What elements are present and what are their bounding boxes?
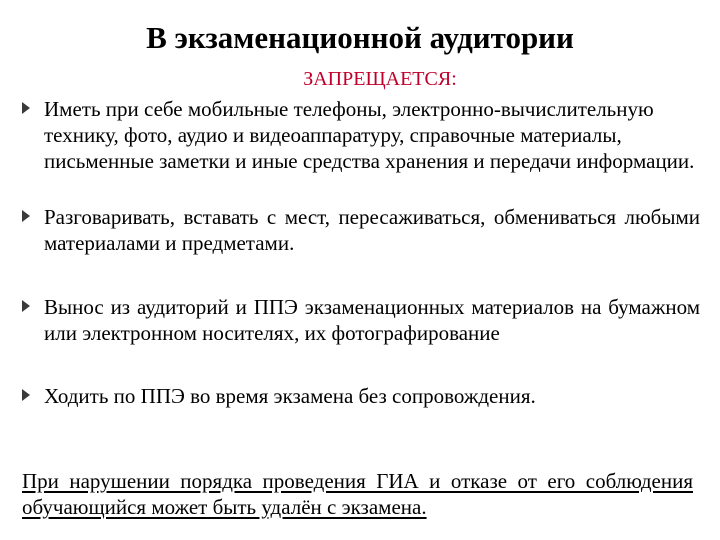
list-item xyxy=(20,96,700,174)
list-item xyxy=(20,204,700,256)
triangle-bullet-icon xyxy=(22,389,30,401)
prohibited-list xyxy=(20,96,700,409)
list-item-text: Вынос из аудиторий и ППЭ экзаменационных материалов на бумажном или электронном носителях, их фотографирование xyxy=(44,295,700,345)
list-item-text: Иметь при себе мобильные телефоны, электронно-вычислительную технику, фото, аудио и видеоаппаратуру, справочные материалы, письменные заметки и иные средства хранения и передачи информации. xyxy=(44,97,695,173)
list-item-text: Ходить по ППЭ во время экзамена без сопровождения. xyxy=(44,384,536,408)
list-item xyxy=(20,294,700,346)
footer-note xyxy=(22,468,693,520)
triangle-bullet-icon xyxy=(22,300,30,312)
list-item-text: Разговаривать, вставать с мест, пересаживаться, обмениваться любыми материалами и предметами. xyxy=(44,205,700,255)
triangle-bullet-icon xyxy=(22,102,30,114)
footer-note-text: При нарушении порядка проведения ГИА и отказе от его соблюдения обучающийся может быть удалён с экзамена. xyxy=(22,469,693,519)
slide-title: В экзаменационной аудитории xyxy=(146,20,574,55)
triangle-bullet-icon xyxy=(22,210,30,222)
list-item xyxy=(20,383,700,409)
slide-subtitle: ЗАПРЕЩАЕТСЯ: xyxy=(303,68,457,90)
